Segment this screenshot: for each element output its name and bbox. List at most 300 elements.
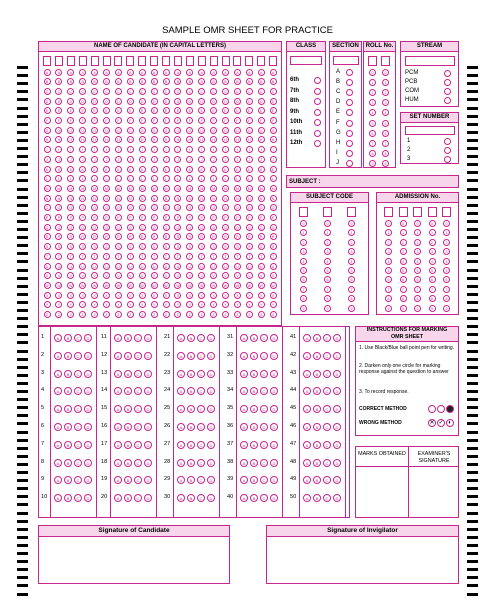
name-bubble[interactable]: O xyxy=(91,204,98,211)
name-bubble[interactable]: G xyxy=(103,127,110,134)
name-letter-box[interactable] xyxy=(174,56,182,66)
admission-bubble[interactable]: 9 xyxy=(429,305,436,312)
answer-bubble[interactable]: A xyxy=(303,370,311,378)
name-bubble[interactable]: M xyxy=(164,186,168,191)
name-bubble[interactable]: E xyxy=(151,107,158,114)
name-bubble[interactable]: R xyxy=(198,233,205,240)
name-bubble[interactable]: P xyxy=(234,214,241,221)
class-bubble[interactable] xyxy=(314,140,321,147)
roll-digit-box[interactable] xyxy=(368,56,377,66)
answer-bubble[interactable]: B xyxy=(313,423,321,431)
admission-bubble[interactable]: 8 xyxy=(400,295,407,302)
name-bubble[interactable]: M xyxy=(116,186,120,191)
answer-bubble[interactable]: B xyxy=(187,441,195,449)
name-bubble[interactable]: P xyxy=(258,214,265,221)
name-bubble[interactable]: M xyxy=(140,186,144,191)
name-bubble[interactable]: W xyxy=(223,283,228,288)
name-bubble[interactable]: W xyxy=(57,283,61,288)
name-bubble[interactable]: H xyxy=(163,136,170,143)
name-bubble[interactable]: U xyxy=(246,263,253,270)
name-bubble[interactable]: M xyxy=(45,186,49,191)
name-letter-box[interactable] xyxy=(198,56,206,66)
name-bubble[interactable]: B xyxy=(163,78,170,85)
name-bubble[interactable]: G xyxy=(234,127,241,134)
name-bubble[interactable]: U xyxy=(44,263,51,270)
name-bubble[interactable]: O xyxy=(127,204,134,211)
answer-bubble[interactable]: D xyxy=(270,459,278,467)
name-bubble[interactable]: L xyxy=(151,175,158,182)
name-bubble[interactable]: G xyxy=(127,127,134,134)
answer-bubble[interactable]: A xyxy=(177,334,185,342)
name-bubble[interactable]: K xyxy=(44,166,51,173)
name-bubble[interactable]: N xyxy=(151,195,158,202)
answer-bubble[interactable]: D xyxy=(144,370,152,378)
name-bubble[interactable]: T xyxy=(246,253,253,260)
name-letter-box[interactable] xyxy=(233,56,241,66)
admission-bubble[interactable]: 7 xyxy=(429,286,436,293)
name-bubble[interactable]: E xyxy=(163,107,170,114)
name-bubble[interactable]: C xyxy=(91,88,98,95)
name-bubble[interactable]: N xyxy=(198,195,205,202)
code-bubble[interactable]: 1 xyxy=(348,229,355,236)
answer-bubble[interactable]: B xyxy=(250,387,258,395)
answer-bubble[interactable]: B xyxy=(313,387,321,395)
name-bubble[interactable]: A xyxy=(270,69,277,76)
name-bubble[interactable]: J xyxy=(198,156,205,163)
name-bubble[interactable]: C xyxy=(186,88,193,95)
name-bubble[interactable]: F xyxy=(115,117,122,124)
name-bubble[interactable]: S xyxy=(139,243,146,250)
admission-bubble[interactable]: 5 xyxy=(400,267,407,274)
name-bubble[interactable]: R xyxy=(246,233,253,240)
set-bubble[interactable] xyxy=(444,147,451,154)
answer-bubble[interactable]: B xyxy=(64,423,72,431)
name-bubble[interactable]: E xyxy=(270,107,277,114)
name-bubble[interactable]: G xyxy=(258,127,265,134)
code-bubble[interactable]: 7 xyxy=(324,286,331,293)
name-bubble[interactable]: D xyxy=(222,98,229,105)
code-bubble[interactable]: 3 xyxy=(324,248,331,255)
name-bubble[interactable]: S xyxy=(246,243,253,250)
admission-bubble[interactable]: 1 xyxy=(429,229,436,236)
answer-bubble[interactable]: B xyxy=(187,405,195,413)
name-bubble[interactable]: H xyxy=(210,136,217,143)
name-bubble[interactable]: Z xyxy=(198,311,205,318)
name-bubble[interactable]: P xyxy=(210,214,217,221)
answer-bubble[interactable]: B xyxy=(187,387,195,395)
name-bubble[interactable]: M xyxy=(247,186,251,191)
name-bubble[interactable]: Q xyxy=(44,224,51,231)
name-bubble[interactable]: U xyxy=(270,263,277,270)
answer-bubble[interactable]: B xyxy=(187,459,195,467)
answer-bubble[interactable]: C xyxy=(260,334,268,342)
admission-bubble[interactable]: 8 xyxy=(414,295,421,302)
name-bubble[interactable]: B xyxy=(174,78,181,85)
name-bubble[interactable]: L xyxy=(79,175,86,182)
name-bubble[interactable]: K xyxy=(210,166,217,173)
name-bubble[interactable]: Z xyxy=(44,311,51,318)
answer-bubble[interactable]: A xyxy=(177,352,185,360)
answer-bubble[interactable]: C xyxy=(134,459,142,467)
section-bubble[interactable] xyxy=(346,79,353,86)
answer-bubble[interactable]: A xyxy=(240,405,248,413)
name-bubble[interactable]: C xyxy=(198,88,205,95)
name-bubble[interactable]: E xyxy=(44,107,51,114)
name-bubble[interactable]: N xyxy=(234,195,241,202)
code-bubble[interactable]: 2 xyxy=(324,239,331,246)
answer-bubble[interactable]: B xyxy=(313,494,321,502)
name-bubble[interactable]: P xyxy=(270,214,277,221)
answer-bubble[interactable]: B xyxy=(64,370,72,378)
name-bubble[interactable]: N xyxy=(127,195,134,202)
name-letter-box[interactable] xyxy=(245,56,253,66)
answer-bubble[interactable]: B xyxy=(313,405,321,413)
answer-bubble[interactable]: A xyxy=(177,494,185,502)
roll-bubble[interactable]: 4 xyxy=(369,109,376,116)
admission-bubble[interactable]: 2 xyxy=(400,239,407,246)
name-bubble[interactable]: M xyxy=(235,186,239,191)
name-bubble[interactable]: W xyxy=(69,283,73,288)
admission-bubble[interactable]: 1 xyxy=(443,229,450,236)
name-letter-box[interactable] xyxy=(162,56,170,66)
answer-bubble[interactable]: B xyxy=(250,476,258,484)
name-bubble[interactable]: W xyxy=(199,283,204,288)
admission-bubble[interactable]: 1 xyxy=(400,229,407,236)
name-bubble[interactable]: Y xyxy=(139,301,146,308)
name-bubble[interactable]: O xyxy=(79,204,86,211)
answer-bubble[interactable]: D xyxy=(144,387,152,395)
answer-bubble[interactable]: D xyxy=(84,476,92,484)
name-bubble[interactable]: B xyxy=(186,78,193,85)
code-bubble[interactable]: 0 xyxy=(324,220,331,227)
answer-bubble[interactable]: B xyxy=(250,405,258,413)
roll-bubble[interactable]: 6 xyxy=(382,130,389,137)
name-bubble[interactable]: B xyxy=(198,78,205,85)
name-bubble[interactable]: J xyxy=(67,156,74,163)
section-bubble[interactable] xyxy=(346,99,353,106)
name-bubble[interactable]: F xyxy=(163,117,170,124)
name-bubble[interactable]: Z xyxy=(103,311,110,318)
name-bubble[interactable]: U xyxy=(115,263,122,270)
name-bubble[interactable]: O xyxy=(174,204,181,211)
name-bubble[interactable]: L xyxy=(163,175,170,182)
code-bubble[interactable]: 4 xyxy=(300,258,307,265)
name-bubble[interactable]: E xyxy=(186,107,193,114)
name-bubble[interactable]: R xyxy=(174,233,181,240)
name-bubble[interactable]: E xyxy=(210,107,217,114)
answer-bubble[interactable]: D xyxy=(207,334,215,342)
name-bubble[interactable]: B xyxy=(258,78,265,85)
admission-bubble[interactable]: 6 xyxy=(385,276,392,283)
name-bubble[interactable]: I xyxy=(79,146,86,153)
name-bubble[interactable]: A xyxy=(210,69,217,76)
name-bubble[interactable]: H xyxy=(103,136,110,143)
name-bubble[interactable]: V xyxy=(198,272,205,279)
name-bubble[interactable]: A xyxy=(127,69,134,76)
name-bubble[interactable]: H xyxy=(222,136,229,143)
name-bubble[interactable]: Z xyxy=(139,311,146,318)
name-bubble[interactable]: L xyxy=(127,175,134,182)
admission-bubble[interactable]: 1 xyxy=(414,229,421,236)
name-bubble[interactable]: H xyxy=(55,136,62,143)
name-bubble[interactable]: O xyxy=(246,204,253,211)
answer-bubble[interactable]: D xyxy=(270,476,278,484)
name-letter-box[interactable] xyxy=(269,56,277,66)
answer-bubble[interactable]: D xyxy=(333,405,341,413)
answer-bubble[interactable]: A xyxy=(303,387,311,395)
name-bubble[interactable]: A xyxy=(103,69,110,76)
name-bubble[interactable]: C xyxy=(151,88,158,95)
name-bubble[interactable]: M xyxy=(57,186,61,191)
name-bubble[interactable]: L xyxy=(115,175,122,182)
answer-bubble[interactable]: C xyxy=(260,476,268,484)
name-bubble[interactable]: S xyxy=(234,243,241,250)
name-bubble[interactable]: D xyxy=(163,98,170,105)
section-bubble[interactable] xyxy=(346,69,353,76)
answer-bubble[interactable]: A xyxy=(177,423,185,431)
answer-bubble[interactable]: B xyxy=(124,405,132,413)
name-bubble[interactable]: F xyxy=(91,117,98,124)
name-bubble[interactable]: V xyxy=(44,272,51,279)
name-bubble[interactable]: C xyxy=(234,88,241,95)
class-bubble[interactable] xyxy=(314,77,321,84)
name-bubble[interactable]: E xyxy=(222,107,229,114)
name-bubble[interactable]: E xyxy=(234,107,241,114)
answer-bubble[interactable]: D xyxy=(144,334,152,342)
name-bubble[interactable]: D xyxy=(139,98,146,105)
name-bubble[interactable]: X xyxy=(115,292,122,299)
name-bubble[interactable]: L xyxy=(55,175,62,182)
admission-bubble[interactable]: 0 xyxy=(443,220,450,227)
answer-bubble[interactable]: A xyxy=(303,459,311,467)
name-bubble[interactable]: V xyxy=(186,272,193,279)
name-bubble[interactable]: M xyxy=(200,186,204,191)
name-bubble[interactable]: P xyxy=(246,214,253,221)
answer-bubble[interactable]: C xyxy=(323,387,331,395)
name-bubble[interactable]: P xyxy=(174,214,181,221)
code-bubble[interactable]: 9 xyxy=(300,305,307,312)
name-bubble[interactable]: N xyxy=(258,195,265,202)
name-bubble[interactable]: G xyxy=(210,127,217,134)
answer-bubble[interactable]: D xyxy=(84,459,92,467)
name-bubble[interactable]: X xyxy=(91,292,98,299)
name-bubble[interactable]: F xyxy=(198,117,205,124)
name-bubble[interactable]: U xyxy=(163,263,170,270)
name-bubble[interactable]: N xyxy=(79,195,86,202)
answer-bubble[interactable]: A xyxy=(114,352,122,360)
name-bubble[interactable]: A xyxy=(91,69,98,76)
name-bubble[interactable]: T xyxy=(234,253,241,260)
answer-bubble[interactable]: A xyxy=(114,459,122,467)
name-bubble[interactable]: V xyxy=(115,272,122,279)
section-bubble[interactable] xyxy=(346,140,353,147)
admission-bubble[interactable]: 5 xyxy=(414,267,421,274)
name-bubble[interactable]: U xyxy=(139,263,146,270)
answer-bubble[interactable]: D xyxy=(270,352,278,360)
admission-digit-box[interactable] xyxy=(384,207,393,217)
name-bubble[interactable]: G xyxy=(186,127,193,134)
answer-bubble[interactable]: D xyxy=(270,387,278,395)
name-bubble[interactable]: W xyxy=(271,283,275,288)
name-bubble[interactable]: Z xyxy=(151,311,158,318)
name-bubble[interactable]: M xyxy=(224,186,227,191)
name-bubble[interactable]: O xyxy=(258,204,265,211)
name-bubble[interactable]: A xyxy=(198,69,205,76)
name-bubble[interactable]: G xyxy=(174,127,181,134)
answer-bubble[interactable]: C xyxy=(260,423,268,431)
answer-bubble[interactable]: C xyxy=(260,494,268,502)
name-bubble[interactable]: K xyxy=(222,166,229,173)
roll-bubble[interactable]: 7 xyxy=(369,140,376,147)
name-bubble[interactable]: Q xyxy=(258,224,265,231)
admission-bubble[interactable]: 6 xyxy=(429,276,436,283)
answer-bubble[interactable]: B xyxy=(313,476,321,484)
admission-bubble[interactable]: 7 xyxy=(443,286,450,293)
name-bubble[interactable]: Y xyxy=(91,301,98,308)
answer-bubble[interactable]: D xyxy=(333,370,341,378)
answer-bubble[interactable]: C xyxy=(260,459,268,467)
name-bubble[interactable]: F xyxy=(270,117,277,124)
name-bubble[interactable]: D xyxy=(210,98,217,105)
name-bubble[interactable]: Y xyxy=(44,301,51,308)
answer-bubble[interactable]: C xyxy=(134,370,142,378)
name-bubble[interactable]: J xyxy=(163,156,170,163)
name-bubble[interactable]: H xyxy=(246,136,253,143)
name-bubble[interactable]: C xyxy=(115,88,122,95)
name-bubble[interactable]: V xyxy=(222,272,229,279)
name-bubble[interactable]: Q xyxy=(174,224,181,231)
code-bubble[interactable]: 5 xyxy=(348,267,355,274)
roll-digit-box[interactable] xyxy=(381,56,390,66)
name-bubble[interactable]: S xyxy=(91,243,98,250)
answer-bubble[interactable]: A xyxy=(177,459,185,467)
name-bubble[interactable]: X xyxy=(151,292,158,299)
admission-digit-box[interactable] xyxy=(399,207,408,217)
code-bubble[interactable]: 4 xyxy=(324,258,331,265)
answer-bubble[interactable]: A xyxy=(177,441,185,449)
answer-bubble[interactable]: D xyxy=(84,494,92,502)
name-bubble[interactable]: B xyxy=(44,78,51,85)
name-bubble[interactable]: B xyxy=(91,78,98,85)
name-bubble[interactable]: U xyxy=(222,263,229,270)
admission-bubble[interactable]: 6 xyxy=(400,276,407,283)
answer-bubble[interactable]: C xyxy=(197,423,205,431)
name-bubble[interactable]: L xyxy=(67,175,74,182)
roll-bubble[interactable]: 9 xyxy=(369,160,376,167)
name-bubble[interactable]: K xyxy=(79,166,86,173)
name-bubble[interactable]: A xyxy=(151,69,158,76)
name-bubble[interactable]: T xyxy=(186,253,193,260)
name-bubble[interactable]: W xyxy=(188,283,192,288)
name-bubble[interactable]: B xyxy=(222,78,229,85)
name-letter-box[interactable] xyxy=(126,56,134,66)
name-bubble[interactable]: N xyxy=(163,195,170,202)
name-bubble[interactable]: B xyxy=(234,78,241,85)
name-bubble[interactable]: A xyxy=(139,69,146,76)
code-bubble[interactable]: 6 xyxy=(300,276,307,283)
name-bubble[interactable]: L xyxy=(44,175,51,182)
name-bubble[interactable]: Q xyxy=(270,224,277,231)
answer-bubble[interactable]: C xyxy=(260,370,268,378)
answer-bubble[interactable]: B xyxy=(250,352,258,360)
admission-bubble[interactable]: 3 xyxy=(429,248,436,255)
name-bubble[interactable]: G xyxy=(67,127,74,134)
name-bubble[interactable]: C xyxy=(67,88,74,95)
name-bubble[interactable]: J xyxy=(174,156,181,163)
answer-bubble[interactable]: A xyxy=(303,423,311,431)
name-bubble[interactable]: T xyxy=(115,253,122,260)
name-bubble[interactable]: S xyxy=(258,243,265,250)
name-bubble[interactable]: S xyxy=(210,243,217,250)
name-bubble[interactable]: K xyxy=(67,166,74,173)
answer-bubble[interactable]: B xyxy=(250,494,258,502)
answer-bubble[interactable]: A xyxy=(54,476,62,484)
name-bubble[interactable]: K xyxy=(174,166,181,173)
name-bubble[interactable]: U xyxy=(127,263,134,270)
name-bubble[interactable]: T xyxy=(139,253,146,260)
answer-bubble[interactable]: A xyxy=(54,334,62,342)
answer-bubble[interactable]: D xyxy=(144,441,152,449)
name-bubble[interactable]: T xyxy=(127,253,134,260)
name-bubble[interactable]: L xyxy=(270,175,277,182)
name-bubble[interactable]: H xyxy=(67,136,74,143)
name-bubble[interactable]: R xyxy=(127,233,134,240)
name-bubble[interactable]: B xyxy=(67,78,74,85)
code-bubble[interactable]: 8 xyxy=(300,295,307,302)
answer-bubble[interactable]: A xyxy=(240,370,248,378)
name-bubble[interactable]: Y xyxy=(258,301,265,308)
answer-bubble[interactable]: C xyxy=(197,441,205,449)
name-bubble[interactable]: J xyxy=(270,156,277,163)
name-bubble[interactable]: X xyxy=(246,292,253,299)
roll-bubble[interactable]: 2 xyxy=(382,89,389,96)
name-bubble[interactable]: Q xyxy=(79,224,86,231)
name-bubble[interactable]: O xyxy=(198,204,205,211)
name-bubble[interactable]: B xyxy=(55,78,62,85)
answer-bubble[interactable]: B xyxy=(250,334,258,342)
name-bubble[interactable]: A xyxy=(234,69,241,76)
name-bubble[interactable]: P xyxy=(186,214,193,221)
name-bubble[interactable]: D xyxy=(55,98,62,105)
admission-bubble[interactable]: 9 xyxy=(385,305,392,312)
name-bubble[interactable]: O xyxy=(115,204,122,211)
name-bubble[interactable]: D xyxy=(186,98,193,105)
name-bubble[interactable]: H xyxy=(186,136,193,143)
name-bubble[interactable]: C xyxy=(44,88,51,95)
name-bubble[interactable]: D xyxy=(103,98,110,105)
name-bubble[interactable]: B xyxy=(139,78,146,85)
answer-bubble[interactable]: A xyxy=(177,405,185,413)
name-bubble[interactable]: Q xyxy=(222,224,229,231)
name-bubble[interactable]: K xyxy=(115,166,122,173)
code-bubble[interactable]: 6 xyxy=(324,276,331,283)
name-bubble[interactable]: X xyxy=(103,292,110,299)
name-bubble[interactable]: G xyxy=(79,127,86,134)
answer-bubble[interactable]: C xyxy=(197,352,205,360)
name-bubble[interactable]: S xyxy=(198,243,205,250)
roll-bubble[interactable]: 9 xyxy=(382,160,389,167)
name-bubble[interactable]: R xyxy=(55,233,62,240)
answer-bubble[interactable]: C xyxy=(260,352,268,360)
name-bubble[interactable]: O xyxy=(151,204,158,211)
answer-bubble[interactable]: C xyxy=(197,370,205,378)
name-bubble[interactable]: J xyxy=(91,156,98,163)
answer-bubble[interactable]: D xyxy=(207,476,215,484)
section-bubble[interactable] xyxy=(346,120,353,127)
invigilator-signature-box[interactable] xyxy=(266,525,459,584)
answer-bubble[interactable]: C xyxy=(74,476,82,484)
name-bubble[interactable]: D xyxy=(79,98,86,105)
